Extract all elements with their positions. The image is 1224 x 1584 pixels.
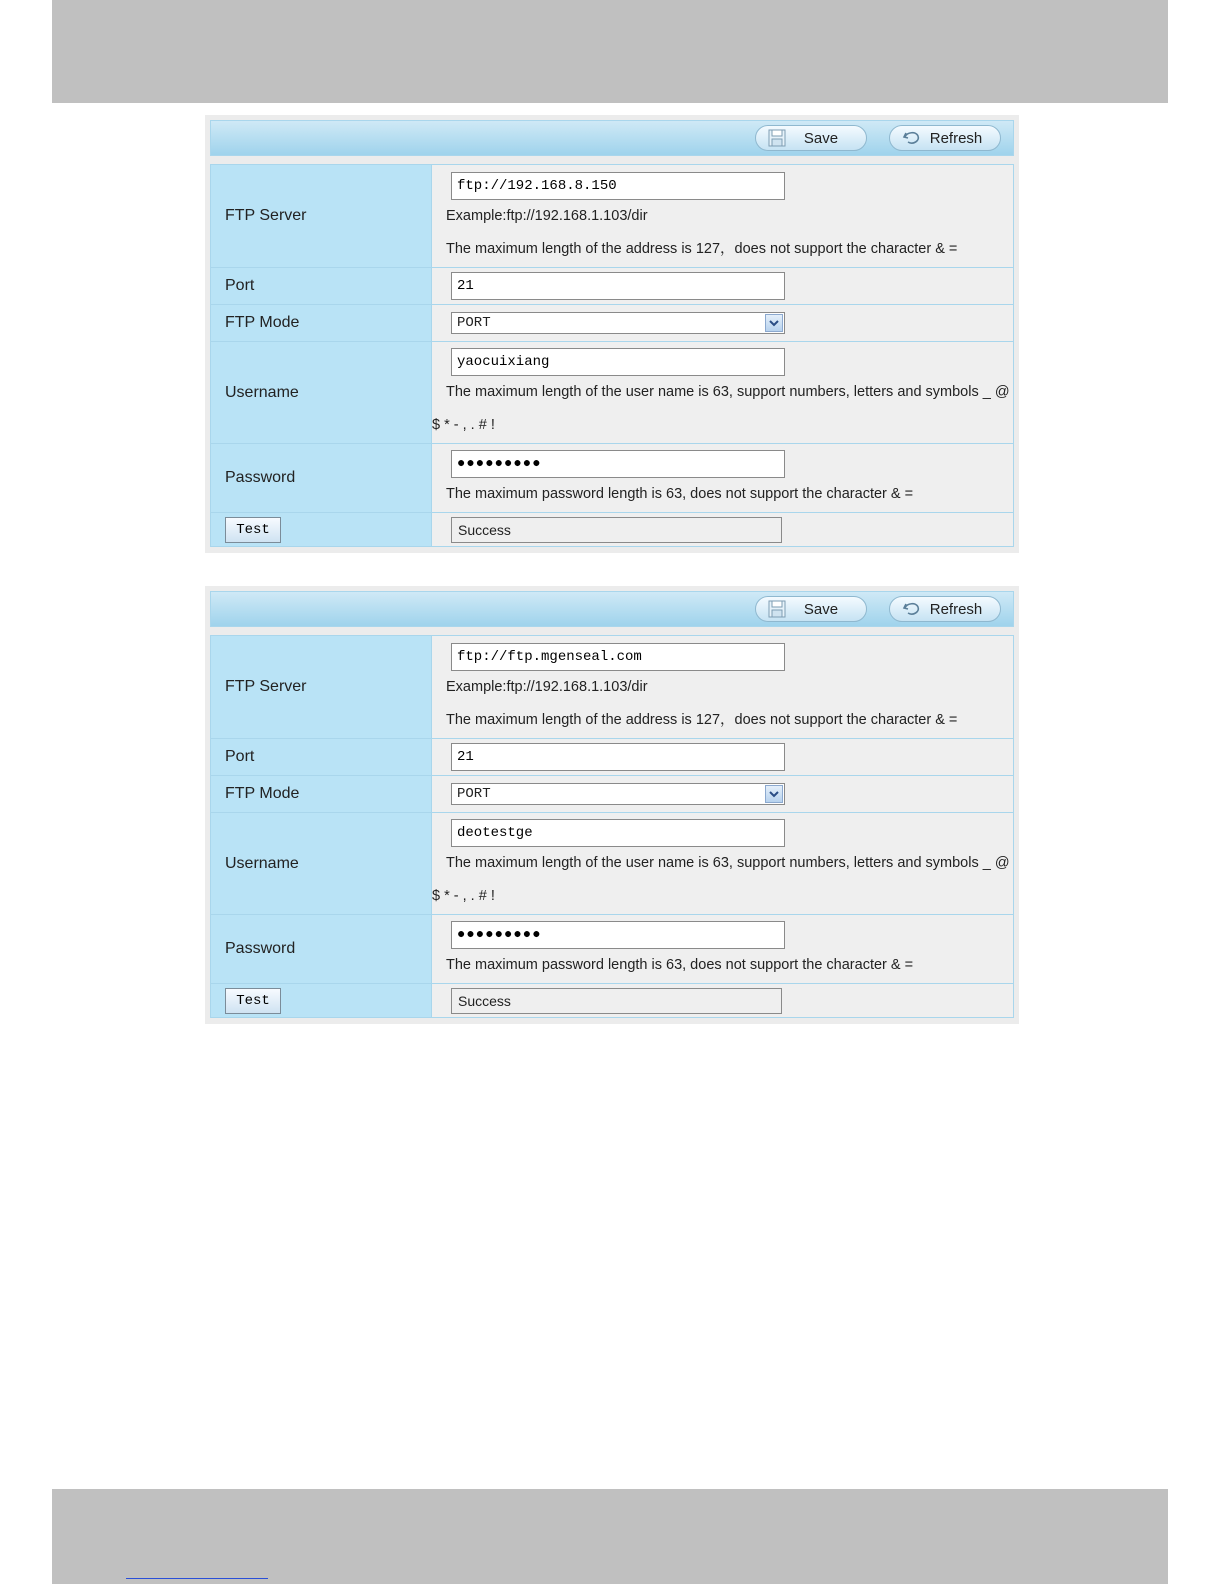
username-hint: The maximum length of the user name is 63, support numbers, letters and symbols _ @ <box>446 383 1010 400</box>
ftp-mode-value: PORT <box>457 315 491 331</box>
username-cell <box>432 813 1014 915</box>
toolbar <box>210 591 1014 627</box>
test-button[interactable]: Test <box>225 517 281 543</box>
username-input[interactable] <box>451 819 785 847</box>
ftp-server-cell <box>432 636 1014 739</box>
refresh-button[interactable] <box>889 125 1001 151</box>
page-footer-band <box>52 1489 1168 1584</box>
ftp-mode-cell <box>432 305 1014 342</box>
ftp-server-hint: The maximum length of the address is 127，does not support the character & = <box>446 711 958 728</box>
test-button[interactable]: Test <box>225 988 281 1014</box>
ftp-settings-panel <box>205 115 1019 553</box>
password-hint: The maximum password length is 63, does not support the character & = <box>446 485 914 502</box>
footer-link[interactable] <box>126 1578 268 1579</box>
page-header-band <box>52 0 1168 103</box>
test-cell <box>211 984 432 1018</box>
ftp-mode-select[interactable] <box>451 312 785 334</box>
refresh-label: Refresh <box>929 600 983 618</box>
test-result: Success <box>451 988 782 1014</box>
save-icon <box>768 600 786 618</box>
ftp-server-input[interactable] <box>451 643 785 671</box>
port-label: Port <box>211 268 432 305</box>
ftp-form <box>210 164 1014 547</box>
test-result: Success <box>451 517 782 543</box>
ftp-server-example: Example:ftp://192.168.1.103/dir <box>446 207 648 224</box>
ftp-server-label: FTP Server <box>211 165 432 268</box>
ftp-server-input[interactable] <box>451 172 785 200</box>
password-input[interactable] <box>451 450 785 478</box>
ftp-mode-select[interactable] <box>451 783 785 805</box>
ftp-mode-label: FTP Mode <box>211 776 432 813</box>
ftp-mode-cell <box>432 776 1014 813</box>
refresh-button[interactable] <box>889 596 1001 622</box>
ftp-server-cell <box>432 165 1014 268</box>
username-hint: The maximum length of the user name is 63, support numbers, letters and symbols _ @ <box>446 854 1010 871</box>
ftp-mode-label: FTP Mode <box>211 305 432 342</box>
password-label: Password <box>211 444 432 513</box>
refresh-icon <box>902 129 922 147</box>
chevron-down-icon[interactable] <box>765 314 783 332</box>
username-label: Username <box>211 342 432 444</box>
refresh-icon <box>902 600 922 618</box>
ftp-server-example: Example:ftp://192.168.1.103/dir <box>446 678 648 695</box>
save-label: Save <box>803 600 839 618</box>
password-input[interactable] <box>451 921 785 949</box>
port-cell <box>432 268 1014 305</box>
test-result-cell <box>432 513 1014 547</box>
ftp-server-label: FTP Server <box>211 636 432 739</box>
username-cell <box>432 342 1014 444</box>
username-hint-symbols: $ * - , . # ! <box>432 887 495 904</box>
port-input[interactable] <box>451 272 785 300</box>
save-icon <box>768 129 786 147</box>
ftp-settings-panel <box>205 586 1019 1024</box>
toolbar <box>210 120 1014 156</box>
password-label: Password <box>211 915 432 984</box>
ftp-server-hint: The maximum length of the address is 127，does not support the character & = <box>446 240 958 257</box>
ftp-form <box>210 635 1014 1018</box>
username-hint-symbols: $ * - , . # ! <box>432 416 495 433</box>
password-cell <box>432 444 1014 513</box>
port-cell <box>432 739 1014 776</box>
password-hint: The maximum password length is 63, does not support the character & = <box>446 956 914 973</box>
save-button[interactable] <box>755 596 867 622</box>
test-result-cell <box>432 984 1014 1018</box>
port-input[interactable] <box>451 743 785 771</box>
port-label: Port <box>211 739 432 776</box>
refresh-label: Refresh <box>929 129 983 147</box>
chevron-down-icon[interactable] <box>765 785 783 803</box>
save-button[interactable] <box>755 125 867 151</box>
username-label: Username <box>211 813 432 915</box>
username-input[interactable] <box>451 348 785 376</box>
test-cell <box>211 513 432 547</box>
ftp-mode-value: PORT <box>457 786 491 802</box>
save-label: Save <box>803 129 839 147</box>
password-cell <box>432 915 1014 984</box>
